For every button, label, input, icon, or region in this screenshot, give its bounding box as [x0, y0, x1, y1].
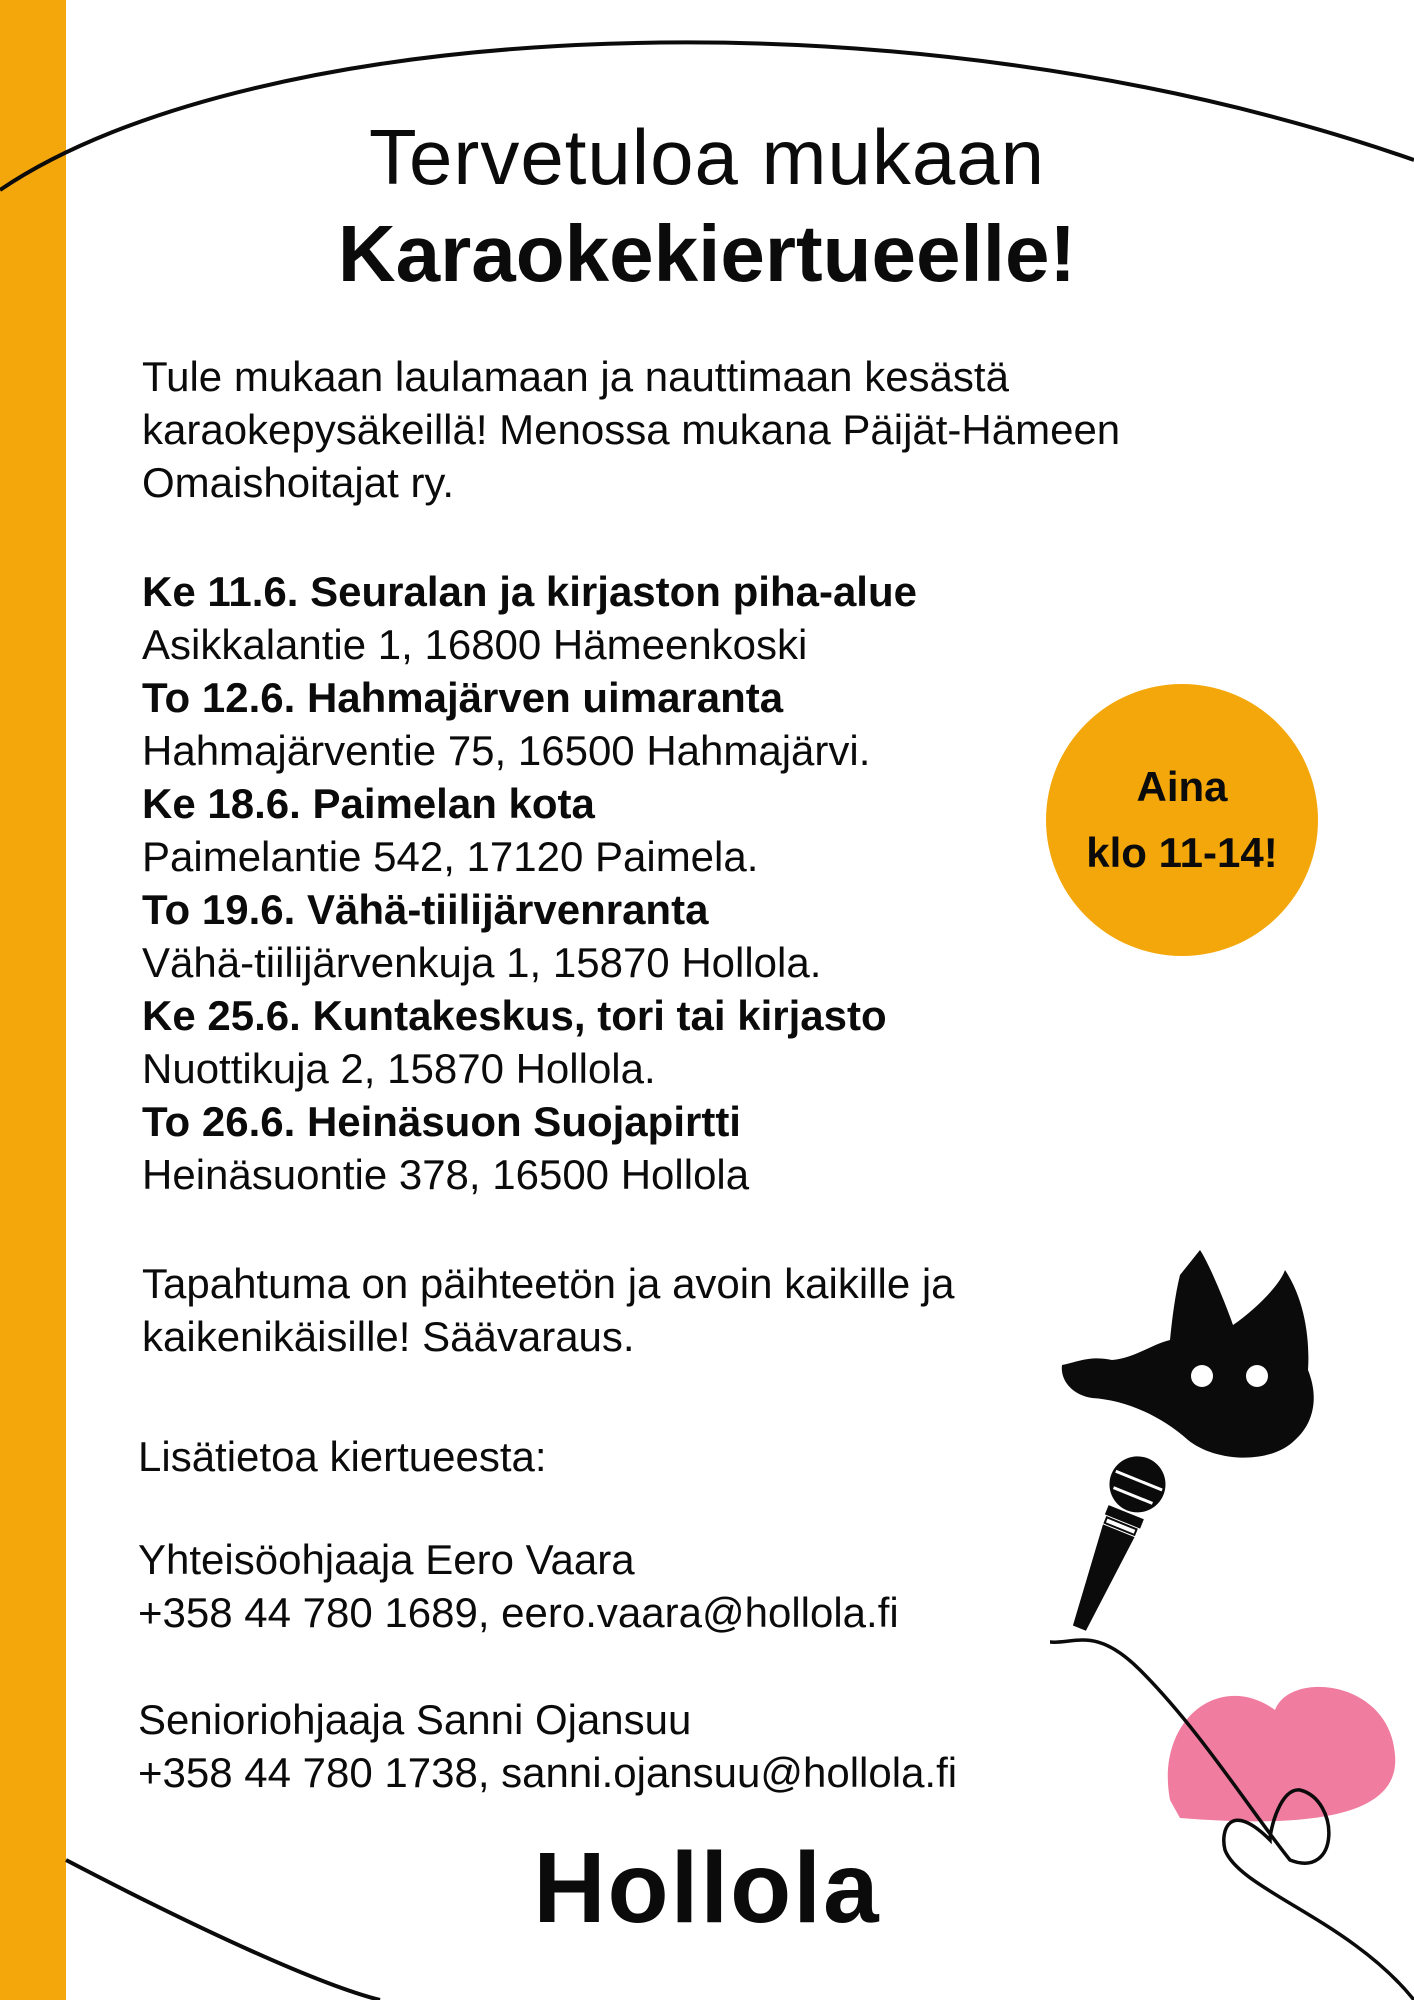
event-address: Vähä-tiilijärvenkuja 1, 15870 Hollola. — [142, 939, 822, 986]
fox-head-icon — [1062, 1250, 1314, 1458]
page-title-line1: Tervetuloa mukaan — [368, 113, 1046, 201]
microphone-icon — [1053, 1448, 1173, 1639]
intro-line: karaokepysäkeillä! Menossa mukana Päijät-Hämeen — [142, 406, 1121, 453]
hollola-logo: Hollola — [533, 1832, 881, 1944]
event-address: Heinäsuontie 378, 16500 Hollola — [142, 1151, 750, 1198]
event-note — [142, 1257, 1122, 1363]
event-title: To 12.6. Hahmajärven uimaranta — [142, 674, 784, 721]
contact-person1-details: +358 44 780 1689, eero.vaara@hollola.fi — [138, 1589, 899, 1636]
intro-text — [142, 350, 1292, 509]
contact-person1-title: Yhteisöohjaaja Eero Vaara — [138, 1536, 635, 1583]
contact-person2-details: +358 44 780 1738, sanni.ojansuu@hollola.fi — [138, 1749, 958, 1796]
time-badge-line1: Aina — [1136, 763, 1228, 810]
intro-line: Tule mukaan laulamaan ja nauttimaan kesästä — [142, 353, 1009, 400]
contact-person2-title: Senioriohjaaja Sanni Ojansuu — [138, 1696, 692, 1743]
event-title: To 19.6. Vähä-tiilijärvenranta — [142, 886, 709, 933]
event-address: Nuottikuja 2, 15870 Hollola. — [142, 1045, 656, 1092]
time-badge — [1046, 684, 1318, 956]
contacts-heading: Lisätietoa kiertueesta: — [138, 1433, 547, 1480]
page-title-line2: Karaokekiertueelle! — [337, 209, 1077, 298]
event-address: Hahmajärventie 75, 16500 Hahmajärvi. — [142, 727, 871, 774]
event-title: Ke 25.6. Kuntakeskus, tori tai kirjasto — [142, 992, 887, 1039]
event-title: To 26.6. Heinäsuon Suojapirtti — [142, 1098, 741, 1145]
note-line: Tapahtuma on päihteetön ja avoin kaikille ja — [142, 1260, 955, 1307]
event-title: Ke 11.6. Seuralan ja kirjaston piha-alue — [142, 568, 917, 615]
event-title: Ke 18.6. Paimelan kota — [142, 780, 595, 827]
intro-line: Omaishoitajat ry. — [142, 459, 454, 506]
note-line: kaikenikäisille! Säävaraus. — [142, 1313, 635, 1360]
event-list — [142, 565, 1062, 1201]
event-address: Paimelantie 542, 17120 Paimela. — [142, 833, 759, 880]
time-badge-line2: klo 11-14! — [1086, 829, 1278, 876]
event-address: Asikkalantie 1, 16800 Hämeenkoski — [142, 621, 808, 668]
